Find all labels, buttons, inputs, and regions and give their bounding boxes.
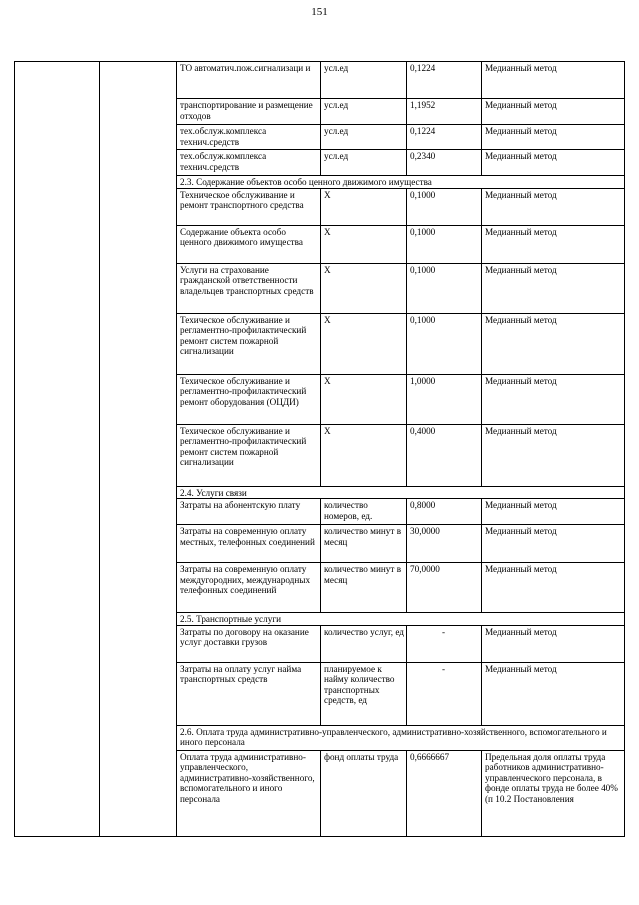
row-method: Медианный метод xyxy=(482,188,625,225)
row-unit: количество минут в месяц xyxy=(321,563,407,613)
row-method: Медианный метод xyxy=(482,225,625,263)
section-title: 2.6. Оплата труда административно-управленческого, административно-хозяйственного, вспомогательного и иного персонала xyxy=(177,725,625,750)
row-value: - xyxy=(407,625,482,662)
row-name: транспортирование и размещение отходов xyxy=(177,99,321,125)
row-value: 0,8000 xyxy=(407,499,482,525)
row-value: 0,1000 xyxy=(407,263,482,313)
row-value: 0,1224 xyxy=(407,125,482,150)
row-value: 0,1000 xyxy=(407,188,482,225)
row-unit: количество номеров, ед. xyxy=(321,499,407,525)
row-unit: Х xyxy=(321,374,407,424)
row-name: Техическое обслуживание и регламентно-профилактический ремонт систем пожарной сигнализации xyxy=(177,424,321,486)
section-title: 2.3. Содержание объектов особо ценного движимого имущества xyxy=(177,176,625,189)
row-name: Оплата труда административно-управленческого, административно-хозяйственного, вспомогательного и иного персонала xyxy=(177,750,321,836)
row-value: 0,1000 xyxy=(407,225,482,263)
blank-column-1 xyxy=(15,62,100,837)
row-name: тех.обслуж.комплекса технич.средств xyxy=(177,125,321,150)
table-row xyxy=(15,62,625,99)
row-method: Медианный метод xyxy=(482,125,625,150)
row-method: Медианный метод xyxy=(482,263,625,313)
row-name: Содержание объекта особо ценного движимого имущества xyxy=(177,225,321,263)
row-method: Медианный метод xyxy=(482,62,625,99)
row-name: тех.обслуж.комплекса технич.средств xyxy=(177,150,321,176)
row-unit: количество услуг, ед xyxy=(321,625,407,662)
row-name: Техическое обслуживание и регламентно-профилактический ремонт систем пожарной сигнализации xyxy=(177,313,321,374)
row-unit: усл.ед xyxy=(321,62,407,99)
row-name: ТО автоматич.пож.сигнализаци и xyxy=(177,62,321,99)
row-value: 0,6666667 xyxy=(407,750,482,836)
cost-norms-table xyxy=(14,61,625,837)
blank-column-2 xyxy=(100,62,177,837)
row-value: 30,0000 xyxy=(407,525,482,563)
row-unit: усл.ед xyxy=(321,125,407,150)
page-number: 151 xyxy=(311,6,328,18)
row-unit: Х xyxy=(321,263,407,313)
section-title: 2.4. Услуги связи xyxy=(177,486,625,499)
row-value: 1,0000 xyxy=(407,374,482,424)
row-method: Медианный метод xyxy=(482,313,625,374)
row-name: Затраты на современную оплату местных, телефонных соединений xyxy=(177,525,321,563)
row-value: 0,4000 xyxy=(407,424,482,486)
row-method: Медианный метод xyxy=(482,99,625,125)
row-unit: Х xyxy=(321,313,407,374)
row-method: Медианный метод xyxy=(482,563,625,613)
row-name: Техическое обслуживание и регламентно-профилактический ремонт оборудования (ОЦДИ) xyxy=(177,374,321,424)
row-unit: Х xyxy=(321,424,407,486)
row-value: - xyxy=(407,662,482,725)
row-name: Затраты на современную оплату междугородних, международных телефонных соединений xyxy=(177,563,321,613)
row-name: Затраты на оплату услуг найма транспортных средств xyxy=(177,662,321,725)
row-method: Предельная доля оплаты труда работников административно-управленческого персонала, в фонде оплаты труда не более 40% (п 10.2 Постановления xyxy=(482,750,625,836)
row-value: 70,0000 xyxy=(407,563,482,613)
row-unit: планируемое к найму количество транспортных средств, ед xyxy=(321,662,407,725)
row-name: Услуги на страхование гражданской ответственности владельцев транспортных средств xyxy=(177,263,321,313)
row-method: Медианный метод xyxy=(482,424,625,486)
row-name: Техническое обслуживание и ремонт транспортного средства xyxy=(177,188,321,225)
row-unit: Х xyxy=(321,188,407,225)
row-method: Медианный метод xyxy=(482,374,625,424)
row-method: Медианный метод xyxy=(482,662,625,725)
row-method: Медианный метод xyxy=(482,625,625,662)
row-unit: усл.ед xyxy=(321,99,407,125)
section-title: 2.5. Транспортные услуги xyxy=(177,613,625,626)
row-value: 1,1952 xyxy=(407,99,482,125)
row-method: Медианный метод xyxy=(482,525,625,563)
row-unit: фонд оплаты труда xyxy=(321,750,407,836)
row-name: Затраты на абонентскую плату xyxy=(177,499,321,525)
row-value: 0,1224 xyxy=(407,62,482,99)
row-value: 0,1000 xyxy=(407,313,482,374)
row-value: 0,2340 xyxy=(407,150,482,176)
row-unit: усл.ед xyxy=(321,150,407,176)
row-method: Медианный метод xyxy=(482,499,625,525)
row-name: Затраты по договору на оказание услуг доставки грузов xyxy=(177,625,321,662)
row-method: Медианный метод xyxy=(482,150,625,176)
row-unit: количество минут в месяц xyxy=(321,525,407,563)
row-unit: Х xyxy=(321,225,407,263)
